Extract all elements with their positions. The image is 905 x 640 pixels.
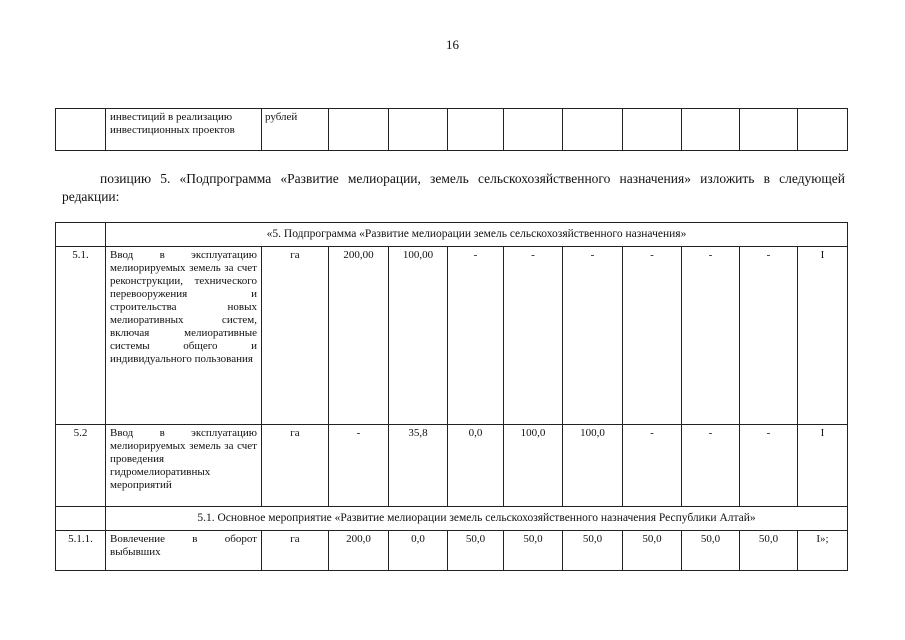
cell-value: -	[740, 425, 798, 507]
cell-value: -	[623, 425, 682, 507]
cell-value: -	[623, 247, 682, 425]
cell-value	[740, 109, 798, 151]
table-row	[56, 247, 848, 425]
cell-description: инвестиций в реализацию инвестиционных проектов	[106, 109, 262, 151]
cell-value: 50,0	[623, 531, 682, 571]
page-number: 16	[446, 37, 459, 52]
cell-value: -	[740, 247, 798, 425]
cell-description: Ввод в эксплуатацию мелиорируемых земель за счет реконструкции, технического перевооружения и строительства новых мелиоративных систем, включая мелиоративные системы общего и индивидуального пользования	[106, 247, 262, 425]
cell-unit: га	[262, 425, 329, 507]
cell-value: -	[504, 247, 563, 425]
cell-value: 100,0	[563, 425, 623, 507]
cell-value	[563, 109, 623, 151]
cell-number	[56, 507, 106, 531]
cell-value	[504, 109, 563, 151]
cell-value: 50,0	[563, 531, 623, 571]
cell-number: 5.1.	[56, 247, 106, 425]
cell-value: -	[329, 425, 389, 507]
cell-number	[56, 223, 106, 247]
cell-value: -	[563, 247, 623, 425]
cell-description: Вовлечение в оборот выбывших	[106, 531, 262, 571]
cell-number: 5.1.1.	[56, 531, 106, 571]
cell-value: 0,0	[448, 425, 504, 507]
cell-value: 0,0	[389, 531, 448, 571]
subprogram-header-row	[56, 223, 848, 247]
cell-unit: га	[262, 247, 329, 425]
cell-unit: га	[262, 531, 329, 571]
cell-value: 50,0	[682, 531, 740, 571]
cell-value: 50,0	[504, 531, 563, 571]
table-row	[56, 425, 848, 507]
cell-value	[448, 109, 504, 151]
cell-value	[682, 109, 740, 151]
cell-value: I	[798, 247, 848, 425]
cell-value	[389, 109, 448, 151]
activity-header-row	[56, 507, 848, 531]
cell-value: 100,00	[389, 247, 448, 425]
cell-value: 50,0	[448, 531, 504, 571]
cell-number	[56, 109, 106, 151]
cell-value	[623, 109, 682, 151]
cell-value: -	[682, 425, 740, 507]
cell-value: 200,00	[329, 247, 389, 425]
cell-value: 35,8	[389, 425, 448, 507]
cell-number: 5.2	[56, 425, 106, 507]
cell-value: 100,0	[504, 425, 563, 507]
cell-value: 200,0	[329, 531, 389, 571]
cell-description: Ввод в эксплуатацию мелиорируемых земель за счет проведения гидромелиоративных мероприятий	[106, 425, 262, 507]
cell-value: 50,0	[740, 531, 798, 571]
cell-value: -	[682, 247, 740, 425]
subprogram-title: «5. Подпрограмма «Развитие мелиорации земель сельскохозяйственного назначения»	[106, 223, 848, 247]
cell-unit: рублей	[262, 109, 329, 151]
cell-value	[798, 109, 848, 151]
table-row	[56, 531, 848, 571]
cell-value	[329, 109, 389, 151]
cell-value: -	[448, 247, 504, 425]
cell-value: I»;	[798, 531, 848, 571]
cell-value: I	[798, 425, 848, 507]
table-row	[56, 109, 848, 151]
top-table-fragment	[55, 108, 848, 151]
activity-title: 5.1. Основное мероприятие «Развитие мелиорации земель сельскохозяйственного назначения Республики Алтай»	[106, 507, 848, 531]
indicators-table	[55, 222, 848, 571]
body-paragraph: позицию 5. «Подпрограмма «Развитие мелиорации, земель сельскохозяйственного назначения» изложить в следующей редакции:	[62, 171, 845, 204]
